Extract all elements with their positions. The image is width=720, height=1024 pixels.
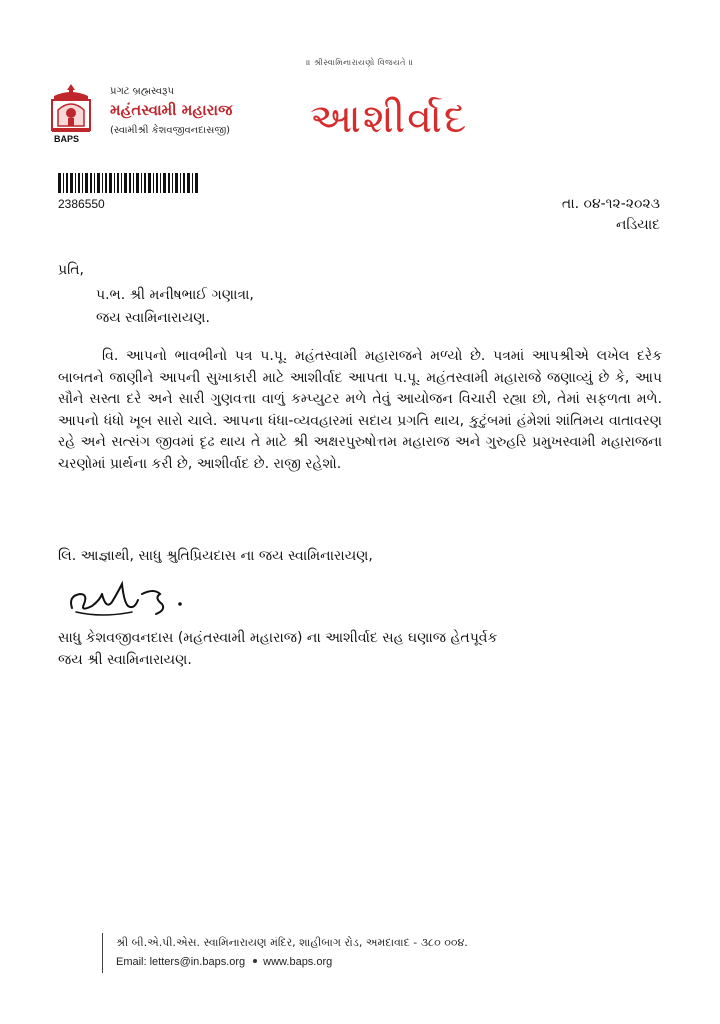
- title-alias: (સ્વામીશ્રી કેશવજીવનદાસજી): [110, 125, 231, 136]
- title-subtitle: પ્રગટ બ્રહ્મસ્વરૂપ: [110, 86, 174, 97]
- title-name: મહંતસ્વામી મહારાજ: [110, 101, 233, 119]
- barcode-number: 2386550: [58, 197, 105, 211]
- salutation: પ્રતિ,: [58, 262, 84, 278]
- letter-heading: આશીર્વાદ: [310, 96, 469, 142]
- letter-date: તા. ૦૪-૧૨-૨૦૨૩: [561, 196, 660, 212]
- letterhead-title: [110, 86, 232, 136]
- closing-line: લિ. આજ્ઞાથી, સાધુ શ્રુતિપ્રિયદાસ ના જય સ્વામિનારાયણ,: [58, 548, 373, 564]
- bullet-icon: [253, 959, 257, 963]
- letter-place: નડિયાદ: [615, 217, 660, 233]
- footer-address: શ્રી બી.એ.પી.એસ. સ્વામિનારાયણ મંદિર, શાહીબાગ રોડ, અમદાવાદ - ૩૮૦ ૦૦૪.: [116, 936, 468, 949]
- signature-greeting: જય શ્રી સ્વામિનારાયણ.: [58, 652, 192, 668]
- logo-caption: BAPS: [54, 134, 80, 144]
- recipient-greeting: જય સ્વામિનારાયણ.: [96, 310, 210, 326]
- footer-email[interactable]: Email: letters@in.baps.org: [116, 956, 246, 968]
- letter-body: વિ. આપનો ભાવભીનો પત્ર પ.પૂ. મહંતસ્વામી મહારાજને મળ્યો છે. પત્રમાં આપશ્રીએ લખેલ દરેક બાબતને જાણીને આપની સુખાકારી માટે આશીર્વાદ આપતા પ.પૂ. મહંતસ્વામી મહારાજે જણાવ્યું છે કે, આપ સૌને સસ્તા દરે અને સારી ગુણવત્તા વાળું કમ્પ્યુટર મળે તેવું આયોજન વિચારી રહ્યા છો, તેમાં સફળતા મળે. આપનો ધંધો ખૂબ સારો ચાલે. આપના ધંધા-વ્યવહારમાં સદાય પ્રગતિ થાય, કુટુંબમાં હંમેશાં શાંતિમય વાતાવરણ રહે અને સત્સંગ જીવમાં દૃઢ થાય તે માટે શ્રી અક્ષરપુરુષોત્તમ મહારાજ અને ગુરુહરિ પ્રમુખસ્વામી મહારાજના ચરણોમાં પ્રાર્થના કરી છે, આશીર્વાદ છે. રાજી રહેશો.: [58, 348, 662, 472]
- recipient-name: પ.ભ. શ્રી મનીષભાઈ ગણાત્રા,: [96, 287, 254, 303]
- footer-website[interactable]: www.baps.org: [263, 956, 333, 968]
- barcode: [58, 173, 198, 193]
- footer-divider: [102, 933, 103, 973]
- letterhead: [46, 82, 286, 150]
- invocation-line: ॥ શ્રીસ્વામિનારાયણો વિજયતે ॥: [306, 58, 414, 67]
- footer-contact: [116, 956, 332, 968]
- handwritten-signature: [62, 572, 212, 622]
- signature-line: સાધુ કેશવજીવનદાસ (મહંતસ્વામી મહારાજ) ના આશીર્વાદ સહ ઘણાજ હેતપૂર્વક: [58, 630, 498, 646]
